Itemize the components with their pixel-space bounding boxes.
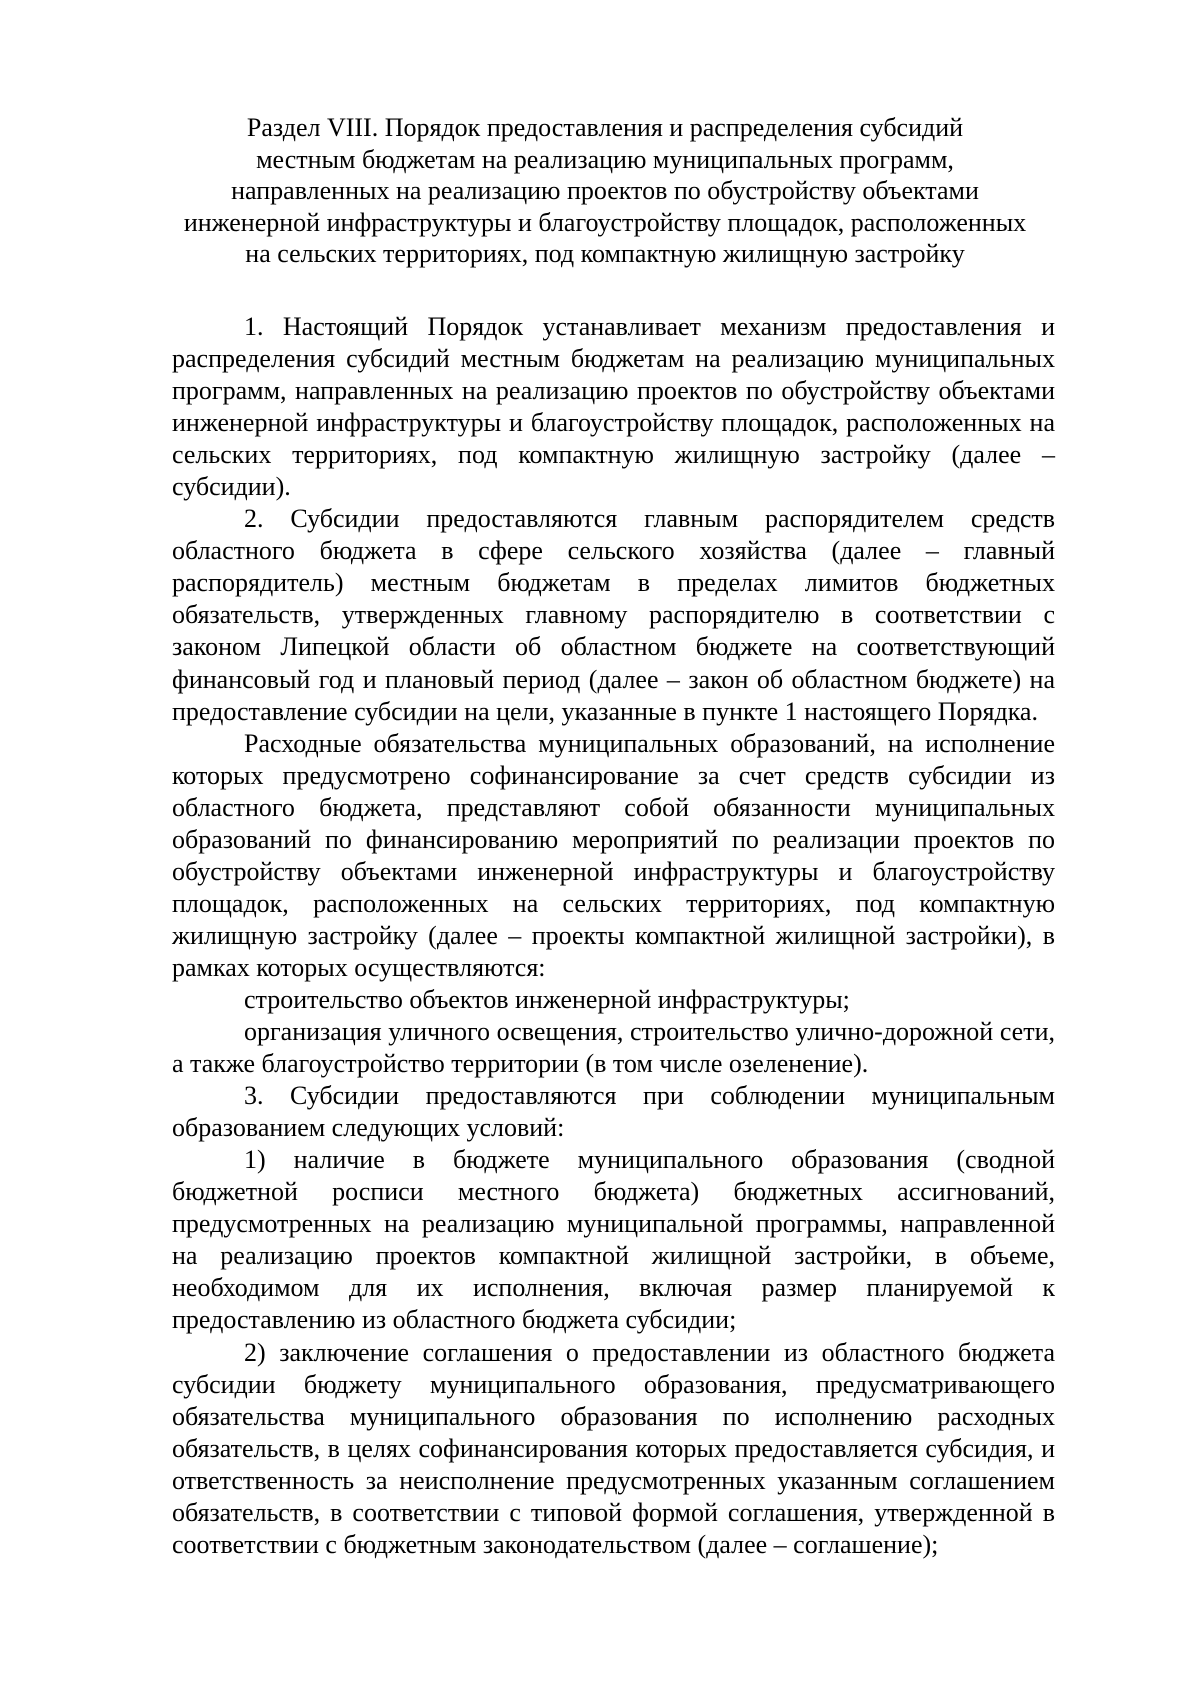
heading-line: на сельских территориях, под компактную жилищную застройку xyxy=(245,239,965,269)
paragraph-item-3: 3. Субсидии предоставляются при соблюдении муниципальным образованием следующих условий: xyxy=(172,1081,1055,1143)
document-body xyxy=(172,311,1055,1561)
paragraph-condition-2: 2) заключение соглашения о предоставлении из областного бюджета субсидии бюджету муниципального образования, предусматривающего обязательства муниципального образования по исполнению расходных обязательств, в целях софинансирования которых предоставляется субсидия, и ответственность за неисполнение предусмотренных указанным соглашением обязательств, в соответствии с типовой формой соглашения, утвержденной в соответствии с бюджетным законодательством (далее – соглашение); xyxy=(172,1337,1055,1559)
paragraph-item-1: 1. Настоящий Порядок устанавливает механизм предоставления и распределения субсидий местным бюджетам на реализацию муниципальных программ, направленных на реализацию проектов по обустройству объектами инженерной инфраструктуры и благоустройству площадок, расположенных на сельских территориях, под компактную жилищную застройку (далее – субсидии). xyxy=(172,312,1055,502)
paragraph-construction: строительство объектов инженерной инфраструктуры; xyxy=(244,984,850,1014)
paragraph-item-2: 2. Субсидии предоставляются главным распорядителем средств областного бюджета в сфере сельского хозяйства (далее – главный распорядитель) местным бюджетам в пределах лимитов бюджетных обязательств, утвержденных главному распорядителю в соответствии с законом Липецкой области об областном бюджете на соответствующий финансовый год и плановый период (далее – закон об областном бюджете) на предоставление субсидии на цели, указанные в пункте 1 настоящего Порядка. xyxy=(172,504,1055,726)
paragraph-condition-1: 1) наличие в бюджете муниципального образования (сводной бюджетной росписи местного бюджета) бюджетных ассигнований, предусмотренных на реализацию муниципальной программы, направленной на реализацию проектов компактной жилищной застройки, в объеме, необходимом для их исполнения, включая размер планируемой к предоставлению из областного бюджета субсидии; xyxy=(172,1145,1055,1335)
heading-line: местным бюджетам на реализацию муниципальных программ, xyxy=(256,144,954,174)
heading-line: Раздел VIII. Порядок предоставления и распределения субсидий xyxy=(246,113,964,142)
paragraph-lighting: организация уличного освещения, строительство улично-дорожной сети, а также благоустройство территории (в том числе озеленение). xyxy=(172,1017,1055,1079)
paragraph-expense-obligations: Расходные обязательства муниципальных образований, на исполнение которых предусмотрено софинансирование за счет средств субсидии из областного бюджета, представляют собой обязанности муниципальных образований по финансированию мероприятий по реализации проектов по обустройству объектами инженерной инфраструктуры и благоустройству площадок, расположенных на сельских территориях, под компактную жилищную застройку (далее – проекты компактной жилищной застройки), в рамках которых осуществляются: xyxy=(172,728,1055,982)
heading-line: направленных на реализацию проектов по обустройству объектами xyxy=(231,176,979,206)
heading-line: инженерной инфраструктуры и благоустройству площадок, расположенных xyxy=(183,207,1027,237)
section-heading xyxy=(150,112,1060,270)
